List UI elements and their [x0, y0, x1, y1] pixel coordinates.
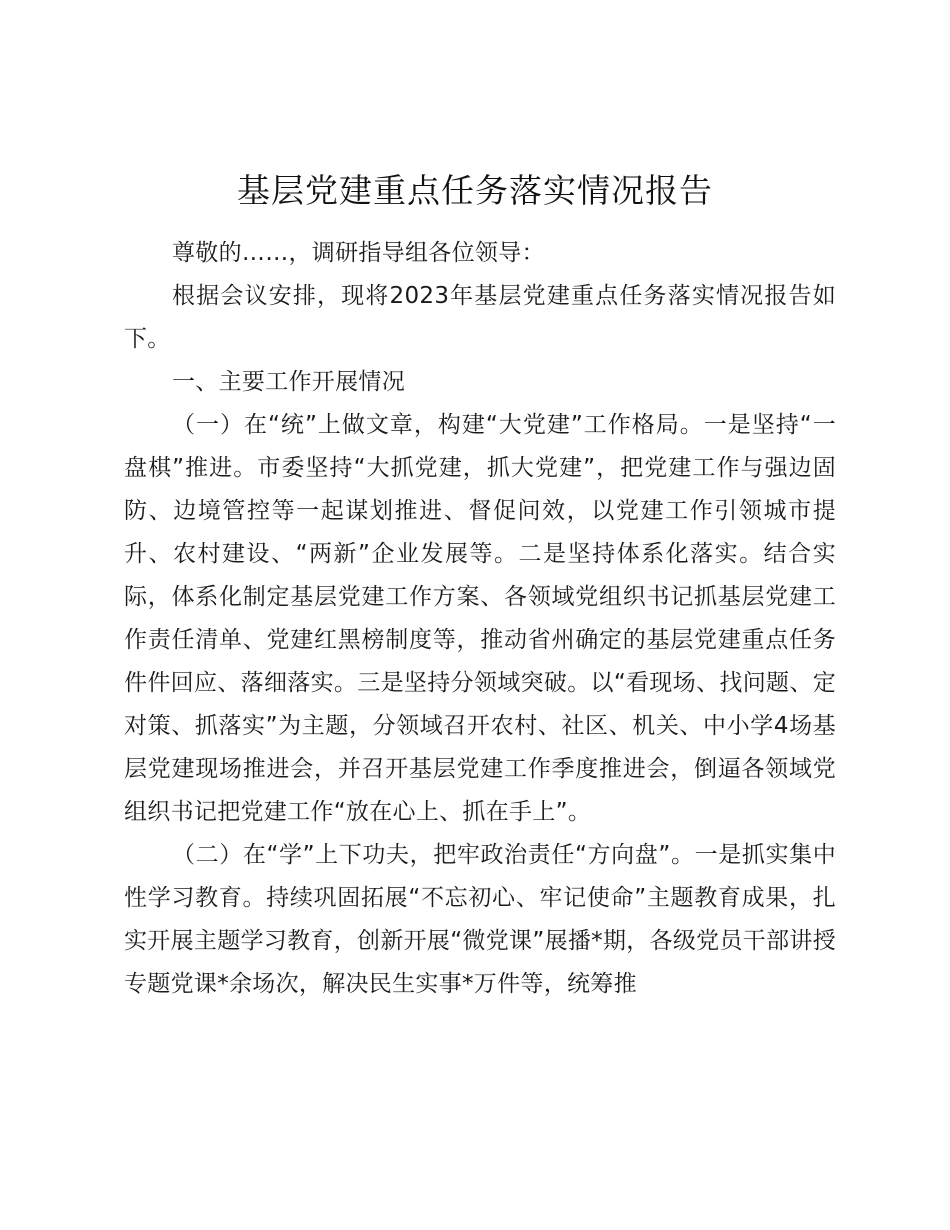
intro-paragraph: 根据会议安排，现将2023年基层党建重点任务落实情况报告如下。: [124, 283, 836, 352]
subsection-2-paragraph: （二）在“学”上下功夫，把牢政治责任“方向盘”。一是抓实集中性学习教育。持续巩固拓展“不忘初心、牢记使命”主题教育成果，扎实开展主题学习教育，创新开展“微党课”展播*期，各级党员干部讲授专题党课*余场次，解决民生实事*万件等，统筹推: [124, 842, 836, 997]
section-heading: 一、主要工作开展情况: [172, 369, 405, 395]
subsection-1-paragraph: （一）在“统”上做文章，构建“大党建”工作格局。一是坚持“一盘棋”推进。市委坚持“大抓党建，抓大党建”，把党建工作与强边固防、边境管控等一起谋划推进、督促问效，以党建工作引领城市提升、农村建设、“两新”企业发展等。二是坚持体系化落实。结合实际，体系化制定基层党建工作方案、各领域党组织书记抓基层党建工作责任清单、党建红黑榜制度等，推动省州确定的基层党建重点任务件件回应、落细落实。三是坚持分领域突破。以“看现场、找问题、定对策、抓落实”为主题，分领域召开农村、社区、机关、中小学4场基层党建现场推进会，并召开基层党建工作季度推进会，倒逼各领域党组织书记把党建工作“放在心上、抓在手上”。: [124, 412, 836, 825]
document-body: [124, 232, 836, 1006]
salutation-paragraph: 尊敬的……，调研指导组各位领导：: [172, 240, 545, 266]
document-title: 基层党建重点任务落实情况报告: [237, 171, 713, 210]
